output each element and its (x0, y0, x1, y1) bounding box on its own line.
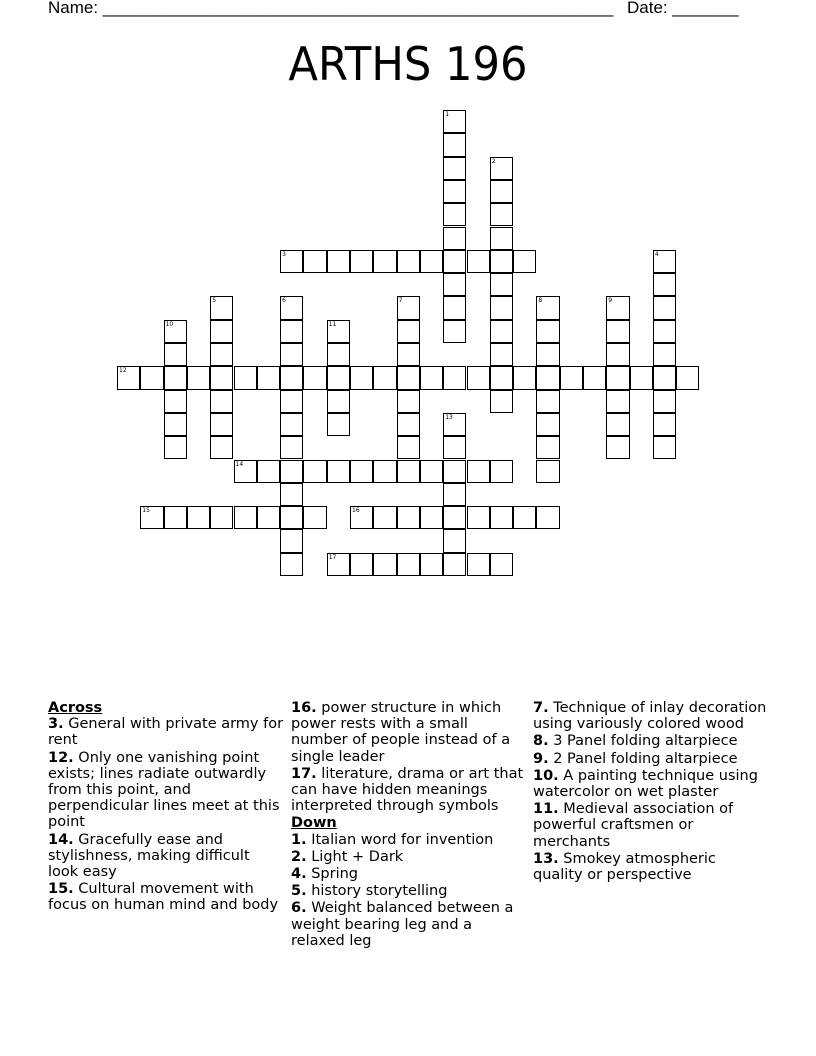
crossword-cell[interactable] (443, 320, 466, 343)
clue-number-label: 4. (291, 866, 307, 883)
crossword-cell[interactable] (257, 506, 280, 529)
crossword-cell[interactable] (490, 366, 513, 389)
crossword-cell[interactable] (373, 506, 396, 529)
crossword-cell[interactable] (490, 250, 513, 273)
crossword-cell[interactable] (303, 506, 326, 529)
crossword-cell[interactable] (397, 343, 420, 366)
clue-number-label: 12. (48, 749, 74, 766)
crossword-cell[interactable] (490, 227, 513, 250)
crossword-cell[interactable] (420, 553, 443, 576)
crossword-cell[interactable] (397, 436, 420, 459)
date-label: Date: _______ (627, 0, 739, 17)
crossword-cell[interactable] (187, 506, 210, 529)
clue-number: 1 (445, 111, 450, 118)
clues-column-3 (533, 700, 769, 884)
crossword-cell[interactable] (606, 413, 629, 436)
clue-number: 3 (282, 250, 286, 258)
crossword-cell[interactable] (350, 553, 373, 576)
crossword-cell[interactable] (490, 157, 513, 180)
crossword-cell[interactable] (606, 320, 629, 343)
crossword-cell[interactable] (140, 506, 163, 529)
crossword-cell[interactable] (280, 483, 303, 506)
clue-number: 13 (445, 413, 453, 421)
clue-text: Smokey atmospheric quality or perspective (533, 850, 716, 884)
clue-number-label: 11. (533, 801, 559, 818)
crossword-cell[interactable] (443, 529, 466, 552)
crossword-cell[interactable] (164, 343, 187, 366)
crossword-cell[interactable] (490, 553, 513, 576)
crossword-cell[interactable] (327, 320, 350, 343)
clue-number: 10 (165, 320, 174, 328)
clue-text: Spring (311, 866, 359, 883)
clue-number-label: 17. (291, 765, 317, 782)
crossword-cell[interactable] (257, 366, 280, 389)
clue-number-label: 16. (291, 700, 317, 716)
crossword-cell[interactable] (536, 413, 559, 436)
crossword-cell[interactable] (536, 320, 559, 343)
crossword-cell[interactable] (536, 436, 559, 459)
crossword-cell[interactable] (280, 250, 303, 273)
clue-number-label: 8. (533, 733, 549, 750)
crossword-cell[interactable] (187, 366, 210, 389)
crossword-cell[interactable] (397, 366, 420, 389)
clue-number: 17 (328, 553, 337, 561)
clue-number-label: 9. (533, 750, 549, 767)
clue-text: history storytelling (311, 883, 448, 900)
crossword-cell[interactable] (350, 460, 373, 483)
crossword-cell[interactable] (210, 506, 233, 529)
crossword-cell[interactable] (327, 343, 350, 366)
clue-text: General with private army for rent (48, 716, 284, 749)
crossword-cell[interactable] (653, 436, 676, 459)
clue-number: 7 (398, 297, 403, 305)
crossword-cell[interactable] (490, 180, 513, 203)
crossword-cell[interactable] (327, 413, 350, 436)
clue-item (533, 733, 769, 749)
crossword-cell[interactable] (164, 506, 187, 529)
clue-item (291, 700, 527, 765)
crossword-cell[interactable] (327, 390, 350, 413)
crossword-cell[interactable] (350, 250, 373, 273)
crossword-cell[interactable] (490, 203, 513, 226)
clue-item (291, 900, 527, 949)
crossword-cell[interactable] (280, 553, 303, 576)
crossword-cell[interactable] (280, 529, 303, 552)
clue-text: 2 Panel folding altarpiece (553, 750, 738, 767)
clue-text: Light + Dark (311, 848, 404, 865)
crossword-cell[interactable] (234, 506, 257, 529)
clue-number: 15 (142, 507, 150, 515)
crossword-cell[interactable] (373, 250, 396, 273)
clue-number-label: 13. (533, 850, 559, 867)
clue-text: Italian word for invention (311, 831, 494, 848)
crossword-cell[interactable] (164, 366, 187, 389)
crossword-cell[interactable] (653, 366, 676, 389)
crossword-cell[interactable] (606, 296, 629, 319)
clue-number-label: 7. (533, 700, 549, 716)
crossword-cell[interactable] (397, 320, 420, 343)
clue-text: A painting technique using watercolor on wet plaster (533, 767, 758, 801)
crossword-cell[interactable] (350, 506, 373, 529)
clue-item (291, 883, 527, 899)
crossword-cell[interactable] (280, 366, 303, 389)
crossword-cell[interactable] (397, 506, 420, 529)
crossword-cell[interactable] (327, 250, 350, 273)
crossword-cell[interactable] (210, 320, 233, 343)
clue-number: 8 (538, 297, 543, 305)
crossword-cell[interactable] (280, 436, 303, 459)
crossword-cell[interactable] (513, 366, 536, 389)
crossword-cell[interactable] (606, 390, 629, 413)
crossword-cell[interactable] (536, 296, 559, 319)
name-label: Name: ______________________________________________________ (48, 0, 614, 17)
clue-number-label: 3. (48, 716, 64, 733)
crossword-cell[interactable] (373, 553, 396, 576)
crossword-cell[interactable] (210, 436, 233, 459)
crossword-cell[interactable] (257, 460, 280, 483)
crossword-cell[interactable] (303, 366, 326, 389)
crossword-cell[interactable] (234, 366, 257, 389)
clue-number: 9 (608, 297, 613, 305)
clue-text: Weight balanced between a weight bearing leg and a relaxed leg (291, 900, 514, 949)
clue-number: 4 (654, 250, 659, 258)
crossword-cell[interactable] (467, 506, 490, 529)
crossword-cell[interactable] (327, 553, 350, 576)
clue-item (291, 766, 527, 815)
clue-number-label: 2. (291, 848, 307, 865)
clue-text: Medieval association of powerful craftsmen or merchants (533, 801, 734, 850)
clue-number-label: 6. (291, 900, 307, 917)
clue-section-heading: Across (48, 700, 103, 716)
crossword-cell[interactable] (350, 366, 373, 389)
crossword-cell[interactable] (630, 366, 653, 389)
crossword-cell[interactable] (443, 250, 466, 273)
clue-item (48, 750, 284, 831)
crossword-cell[interactable] (280, 343, 303, 366)
crossword-cell[interactable] (397, 390, 420, 413)
clue-number-label: 5. (291, 883, 307, 900)
crossword-cell[interactable] (443, 203, 466, 226)
crossword-cell[interactable] (210, 390, 233, 413)
clue-number: 14 (235, 460, 244, 468)
crossword-cell[interactable] (117, 366, 140, 389)
clue-number: 2 (491, 157, 496, 165)
crossword-cell[interactable] (373, 460, 396, 483)
clue-item (291, 849, 527, 865)
crossword-cell[interactable] (513, 250, 536, 273)
clue-item (291, 832, 527, 848)
crossword-cell[interactable] (443, 460, 466, 483)
crossword-cell[interactable] (420, 366, 443, 389)
clue-item (533, 768, 769, 800)
crossword-cell[interactable] (397, 296, 420, 319)
crossword-cell[interactable] (280, 460, 303, 483)
clue-item (533, 851, 769, 883)
crossword-cell[interactable] (443, 366, 466, 389)
crossword-cell[interactable] (513, 506, 536, 529)
clue-text: power structure in which power rests with a small number of people instead of a single leader (291, 700, 511, 765)
clue-item (533, 751, 769, 767)
clue-item (533, 700, 769, 732)
crossword-cell[interactable] (443, 157, 466, 180)
crossword-cell[interactable] (210, 343, 233, 366)
clue-number-label: 15. (48, 881, 74, 898)
crossword-cell[interactable] (280, 390, 303, 413)
crossword-cell[interactable] (467, 250, 490, 273)
crossword-cell[interactable] (653, 296, 676, 319)
clue-number: 5 (212, 297, 217, 305)
crossword-cell[interactable] (397, 460, 420, 483)
crossword-cell[interactable] (280, 413, 303, 436)
crossword-cell[interactable] (373, 366, 396, 389)
crossword-cell[interactable] (280, 320, 303, 343)
crossword-cell[interactable] (303, 250, 326, 273)
crossword-cell[interactable] (164, 320, 187, 343)
crossword-cell[interactable] (490, 390, 513, 413)
crossword-cell[interactable] (536, 366, 559, 389)
crossword-cell[interactable] (164, 413, 187, 436)
crossword-cell[interactable] (490, 320, 513, 343)
crossword-cell[interactable] (280, 506, 303, 529)
crossword-cell[interactable] (653, 390, 676, 413)
crossword-cell[interactable] (490, 460, 513, 483)
puzzle-title: ARTHS 196 (288, 37, 528, 91)
crossword-cell[interactable] (443, 133, 466, 156)
clue-text: literature, drama or art that can have hidden meanings interpreted through symbols (291, 765, 524, 815)
clue-number: 16 (352, 507, 360, 515)
crossword-cell[interactable] (443, 436, 466, 459)
crossword-cell[interactable] (443, 273, 466, 296)
clue-text: Gracefully ease and stylishness, making difficult look easy (48, 831, 250, 881)
crossword-cell[interactable] (210, 413, 233, 436)
crossword-cell[interactable] (140, 366, 163, 389)
crossword-cell[interactable] (606, 343, 629, 366)
crossword-cell[interactable] (443, 296, 466, 319)
crossword-cell[interactable] (536, 506, 559, 529)
clue-text: Technique of inlay decoration using variously colored wood (533, 700, 767, 733)
crossword-cell[interactable] (606, 366, 629, 389)
crossword-cell[interactable] (234, 460, 257, 483)
clue-text: Cultural movement with focus on human mind and body (48, 881, 279, 914)
clue-number: 12 (119, 367, 127, 375)
crossword-cell[interactable] (164, 390, 187, 413)
crossword-cell[interactable] (490, 343, 513, 366)
crossword-cell[interactable] (490, 296, 513, 319)
crossword-cell[interactable] (653, 320, 676, 343)
crossword-cell[interactable] (606, 436, 629, 459)
clues-column-1 (48, 700, 284, 915)
crossword-cell[interactable] (397, 553, 420, 576)
crossword-cell[interactable] (327, 366, 350, 389)
clue-item (48, 881, 284, 913)
crossword-cell[interactable] (467, 553, 490, 576)
crossword-cell[interactable] (210, 366, 233, 389)
crossword-cell[interactable] (397, 250, 420, 273)
crossword-cell[interactable] (536, 390, 559, 413)
crossword-cell[interactable] (420, 460, 443, 483)
crossword-cell[interactable] (467, 460, 490, 483)
clues-column-2 (291, 700, 527, 950)
crossword-cell[interactable] (583, 366, 606, 389)
crossword-cell[interactable] (443, 227, 466, 250)
clue-number-label: 1. (291, 831, 307, 848)
crossword-cell[interactable] (653, 273, 676, 296)
crossword-cell[interactable] (653, 343, 676, 366)
clue-item (533, 801, 769, 850)
crossword-cell[interactable] (327, 460, 350, 483)
crossword-cell[interactable] (280, 296, 303, 319)
clue-text: 3 Panel folding altarpiece (553, 733, 738, 750)
crossword-cell[interactable] (467, 366, 490, 389)
crossword-cell[interactable] (536, 343, 559, 366)
crossword-cell[interactable] (420, 250, 443, 273)
clue-text: Only one vanishing point exists; lines radiate outwardly from this point, and perpendicular lines meet at this point (48, 749, 280, 831)
clue-number: 6 (282, 297, 286, 305)
crossword-cell[interactable] (303, 460, 326, 483)
crossword-cell[interactable] (490, 273, 513, 296)
crossword-cell[interactable] (653, 250, 676, 273)
crossword-cell[interactable] (443, 553, 466, 576)
clue-number: 11 (328, 320, 337, 328)
crossword-cell[interactable] (560, 366, 583, 389)
crossword-cell[interactable] (536, 460, 559, 483)
crossword-cell[interactable] (653, 413, 676, 436)
crossword-cell[interactable] (420, 506, 443, 529)
crossword-cell[interactable] (210, 296, 233, 319)
crossword-cell[interactable] (443, 506, 466, 529)
clue-item (291, 866, 527, 882)
crossword-cell[interactable] (397, 413, 420, 436)
crossword-cell[interactable] (443, 110, 466, 133)
clue-item (48, 716, 284, 748)
crossword-cell[interactable] (443, 483, 466, 506)
crossword-cell[interactable] (164, 436, 187, 459)
crossword-cell[interactable] (676, 366, 699, 389)
crossword-cell[interactable] (443, 413, 466, 436)
clue-number-label: 14. (48, 831, 74, 848)
clue-number-label: 10. (533, 767, 559, 784)
clue-item (48, 832, 284, 881)
crossword-cell[interactable] (490, 506, 513, 529)
clue-section-heading: Down (291, 815, 337, 832)
crossword-cell[interactable] (443, 180, 466, 203)
